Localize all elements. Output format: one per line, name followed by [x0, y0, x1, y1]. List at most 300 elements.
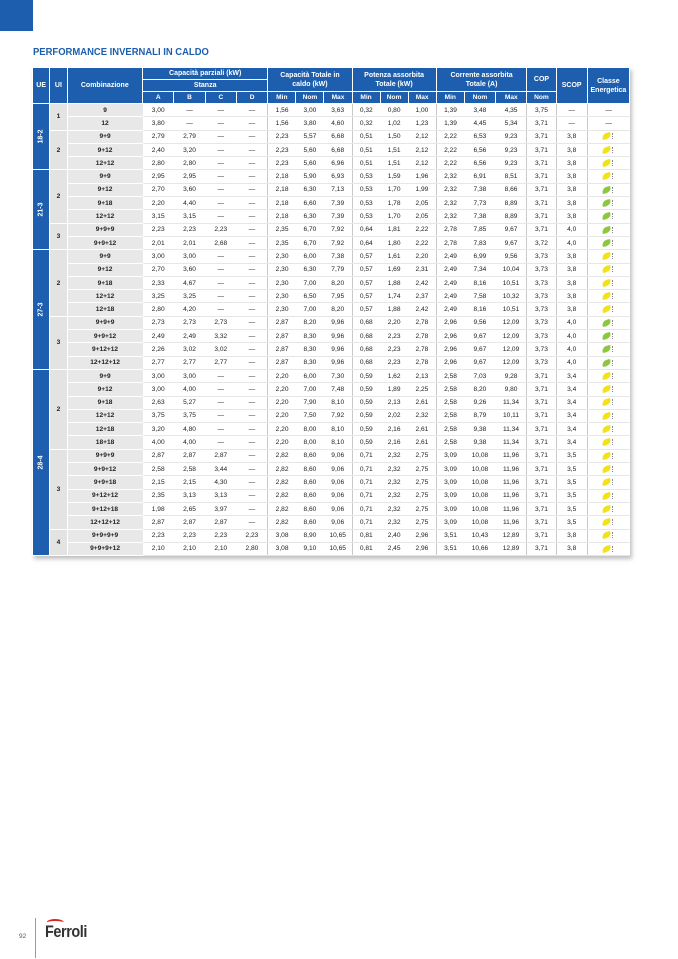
energy-class-cell: [587, 383, 629, 396]
combination-cell: 9+9+18: [67, 476, 143, 489]
value-cell: —: [205, 263, 236, 276]
value-cell: 6,50: [296, 290, 324, 303]
value-cell: 2,96: [436, 356, 464, 369]
value-cell: 2,75: [408, 516, 436, 529]
combination-cell: 12: [67, 117, 143, 130]
corner-accent: [0, 0, 33, 31]
value-cell: 3,71: [527, 396, 556, 409]
value-cell: 2,78: [408, 316, 436, 329]
value-cell: 0,57: [352, 303, 380, 316]
value-cell: 0,71: [352, 489, 380, 502]
energy-class-cell: [587, 476, 629, 489]
value-cell: 3,09: [436, 476, 464, 489]
value-cell: 2,45: [380, 542, 408, 555]
header-cap-nom: Nom: [296, 92, 324, 104]
value-cell: 5,60: [296, 157, 324, 170]
value-cell: 3,8: [556, 529, 587, 542]
header-pot-min: Min: [352, 92, 380, 104]
energy-class-cell: [587, 263, 629, 276]
value-cell: 0,51: [352, 130, 380, 143]
energy-class-cell: [587, 516, 629, 529]
energy-class-yellow-icon: [602, 252, 612, 260]
value-cell: 2,10: [174, 542, 205, 555]
table-row: [33, 104, 630, 117]
table-row: [33, 436, 630, 449]
value-cell: 7,00: [296, 383, 324, 396]
value-cell: 5,90: [296, 170, 324, 183]
value-cell: 3,80: [296, 117, 324, 130]
table-row: [33, 502, 630, 515]
value-cell: 2,10: [205, 542, 236, 555]
value-cell: 2,61: [408, 423, 436, 436]
value-cell: 7,92: [324, 409, 352, 422]
value-cell: —: [236, 157, 267, 170]
value-cell: —: [236, 303, 267, 316]
value-cell: 0,57: [352, 276, 380, 289]
value-cell: 2,20: [143, 197, 174, 210]
value-cell: 2,80: [143, 157, 174, 170]
value-cell: 3,71: [527, 489, 556, 502]
value-cell: 10,66: [464, 542, 495, 555]
value-cell: 6,70: [296, 223, 324, 236]
energy-class-yellow-icon: [602, 292, 612, 300]
value-cell: 3,4: [556, 369, 587, 382]
combination-cell: 12+12+12: [67, 356, 143, 369]
value-cell: 2,58: [436, 369, 464, 382]
value-cell: 3,5: [556, 489, 587, 502]
value-cell: 11,96: [496, 463, 527, 476]
value-cell: 3,63: [324, 104, 352, 117]
combination-cell: 9+9+9+12: [67, 542, 143, 555]
table-row: [33, 476, 630, 489]
header-capacita-totale: [268, 68, 352, 92]
header-classe-line2: Energetica: [590, 86, 627, 94]
table-row: [33, 383, 630, 396]
value-cell: 2,20: [268, 396, 296, 409]
value-cell: 2,58: [436, 396, 464, 409]
energy-class-green-icon: [602, 212, 612, 220]
value-cell: 1,56: [268, 104, 296, 117]
header-classe: [587, 68, 629, 104]
energy-class-green-icon: [602, 345, 612, 353]
value-cell: 2,32: [436, 170, 464, 183]
value-cell: 2,96: [408, 542, 436, 555]
value-cell: 2,61: [408, 396, 436, 409]
value-cell: 2,18: [268, 197, 296, 210]
ui-cell: 3: [50, 316, 67, 369]
value-cell: 3,51: [436, 529, 464, 542]
value-cell: 2,30: [268, 263, 296, 276]
value-cell: 8,10: [324, 436, 352, 449]
value-cell: 2,35: [268, 223, 296, 236]
ue-cell: [33, 104, 50, 170]
value-cell: 6,53: [464, 130, 495, 143]
value-cell: 8,60: [296, 516, 324, 529]
value-cell: —: [205, 210, 236, 223]
value-cell: 3,73: [527, 316, 556, 329]
value-cell: 0,57: [352, 290, 380, 303]
value-cell: 6,60: [296, 197, 324, 210]
value-cell: —: [236, 330, 267, 343]
value-cell: 1,98: [143, 502, 174, 515]
value-cell: 6,30: [296, 210, 324, 223]
value-cell: 2,58: [436, 436, 464, 449]
combination-cell: 9+9+9: [67, 449, 143, 462]
energy-class-dots-icon: [612, 200, 615, 206]
ue-cell: [33, 369, 50, 555]
page-title: PERFORMANCE INVERNALI IN CALDO: [33, 46, 209, 58]
combination-cell: 12+12: [67, 210, 143, 223]
value-cell: 8,66: [496, 183, 527, 196]
value-cell: 2,87: [174, 449, 205, 462]
value-cell: 12,89: [496, 529, 527, 542]
value-cell: 2,20: [380, 316, 408, 329]
value-cell: 2,05: [408, 197, 436, 210]
value-cell: 2,70: [143, 183, 174, 196]
value-cell: 2,40: [143, 143, 174, 156]
value-cell: 3,5: [556, 476, 587, 489]
table-row: [33, 449, 630, 462]
value-cell: 6,68: [324, 130, 352, 143]
value-cell: 9,56: [464, 316, 495, 329]
value-cell: 2,82: [268, 463, 296, 476]
value-cell: 2,80: [174, 157, 205, 170]
value-cell: 2,13: [408, 369, 436, 382]
value-cell: 3,8: [556, 290, 587, 303]
value-cell: 0,59: [352, 423, 380, 436]
combination-cell: 9+9: [67, 170, 143, 183]
value-cell: 0,57: [352, 250, 380, 263]
value-cell: 4,0: [556, 343, 587, 356]
value-cell: 3,71: [527, 183, 556, 196]
value-cell: 8,20: [464, 383, 495, 396]
energy-class-cell: [587, 396, 629, 409]
energy-class-cell: —: [587, 117, 629, 130]
value-cell: 4,0: [556, 356, 587, 369]
value-cell: 7,92: [324, 223, 352, 236]
table-row: [33, 157, 630, 170]
value-cell: 2,16: [380, 423, 408, 436]
value-cell: —: [205, 250, 236, 263]
value-cell: 2,75: [408, 502, 436, 515]
value-cell: 2,31: [408, 263, 436, 276]
value-cell: —: [236, 276, 267, 289]
header-cop-nom: Nom: [527, 92, 556, 104]
value-cell: 2,22: [436, 157, 464, 170]
value-cell: 8,89: [496, 197, 527, 210]
value-cell: 9,23: [496, 130, 527, 143]
value-cell: 2,75: [408, 489, 436, 502]
energy-class-dots-icon: [612, 360, 615, 366]
value-cell: 7,03: [464, 369, 495, 382]
value-cell: 3,75: [174, 409, 205, 422]
value-cell: 3,71: [527, 157, 556, 170]
value-cell: 6,96: [324, 157, 352, 170]
energy-class-cell: [587, 449, 629, 462]
value-cell: 2,23: [268, 157, 296, 170]
value-cell: 2,82: [268, 476, 296, 489]
value-cell: 0,71: [352, 463, 380, 476]
value-cell: 2,87: [174, 516, 205, 529]
value-cell: 3,8: [556, 130, 587, 143]
value-cell: 2,49: [436, 263, 464, 276]
energy-class-dots-icon: [612, 466, 615, 472]
value-cell: 7,39: [324, 210, 352, 223]
energy-class-dots-icon: [612, 160, 615, 166]
value-cell: 2,96: [436, 343, 464, 356]
energy-class-cell: [587, 436, 629, 449]
energy-class-cell: [587, 489, 629, 502]
header-corrente-assorbita: [436, 68, 527, 92]
value-cell: 4,20: [174, 303, 205, 316]
footer-divider: [35, 918, 36, 958]
energy-class-green-icon: [602, 186, 612, 194]
value-cell: 3,73: [527, 330, 556, 343]
value-cell: 2,61: [408, 436, 436, 449]
value-cell: 8,10: [324, 396, 352, 409]
value-cell: 0,53: [352, 197, 380, 210]
value-cell: 2,87: [143, 516, 174, 529]
energy-class-cell: [587, 343, 629, 356]
value-cell: 1,51: [380, 157, 408, 170]
value-cell: 7,73: [464, 197, 495, 210]
combination-cell: 12+12+12: [67, 516, 143, 529]
value-cell: 3,00: [296, 104, 324, 117]
energy-class-dots-icon: [612, 333, 615, 339]
value-cell: 9,56: [496, 250, 527, 263]
value-cell: 2,23: [174, 529, 205, 542]
value-cell: 2,58: [436, 423, 464, 436]
value-cell: 9,26: [464, 396, 495, 409]
value-cell: 2,79: [143, 130, 174, 143]
value-cell: 3,8: [556, 143, 587, 156]
header-cop: COP: [527, 68, 556, 92]
value-cell: 8,90: [296, 529, 324, 542]
energy-class-yellow-icon: [602, 279, 612, 287]
value-cell: 3,71: [527, 423, 556, 436]
value-cell: 1,61: [380, 250, 408, 263]
value-cell: —: [236, 223, 267, 236]
value-cell: —: [205, 143, 236, 156]
table-row: [33, 130, 630, 143]
value-cell: 2,95: [174, 170, 205, 183]
header-cor-max: Max: [496, 92, 527, 104]
value-cell: 9,96: [324, 330, 352, 343]
value-cell: 2,40: [380, 529, 408, 542]
value-cell: 2,49: [436, 250, 464, 263]
value-cell: —: [236, 343, 267, 356]
energy-class-green-icon: [602, 332, 612, 340]
value-cell: 3,08: [268, 529, 296, 542]
value-cell: 1,81: [380, 223, 408, 236]
value-cell: 1,39: [436, 117, 464, 130]
header-stanza: Stanza: [143, 80, 268, 92]
energy-class-dots-icon: [612, 426, 615, 432]
value-cell: 2,82: [268, 516, 296, 529]
value-cell: 3,73: [527, 263, 556, 276]
value-cell: 0,68: [352, 330, 380, 343]
performance-table: [32, 67, 630, 556]
header-capacita-totale-line2: caldo (kW): [292, 80, 328, 88]
value-cell: 3,71: [527, 117, 556, 130]
value-cell: 8,51: [496, 170, 527, 183]
value-cell: 1,50: [380, 130, 408, 143]
value-cell: —: [236, 130, 267, 143]
value-cell: 2,32: [408, 409, 436, 422]
value-cell: 3,71: [527, 369, 556, 382]
value-cell: 6,93: [324, 170, 352, 183]
value-cell: 2,82: [268, 449, 296, 462]
energy-class-yellow-icon: [602, 425, 612, 433]
value-cell: 2,12: [408, 157, 436, 170]
value-cell: 8,30: [296, 330, 324, 343]
value-cell: 3,00: [174, 250, 205, 263]
table-row: [33, 250, 630, 263]
combination-cell: 9+18: [67, 396, 143, 409]
value-cell: 7,85: [464, 223, 495, 236]
table-row: [33, 290, 630, 303]
energy-class-dots-icon: [612, 173, 615, 179]
value-cell: 2,22: [436, 130, 464, 143]
value-cell: 10,51: [496, 303, 527, 316]
value-cell: 3,25: [174, 290, 205, 303]
value-cell: 0,81: [352, 542, 380, 555]
value-cell: 3,71: [527, 223, 556, 236]
header-corrente-line1: Corrente assorbita: [450, 71, 513, 79]
value-cell: 2,75: [408, 476, 436, 489]
energy-class-green-icon: [602, 319, 612, 327]
value-cell: 3,00: [143, 369, 174, 382]
value-cell: 3,4: [556, 383, 587, 396]
energy-class-dots-icon: [612, 532, 615, 538]
value-cell: 2,73: [143, 316, 174, 329]
energy-class-cell: [587, 369, 629, 382]
value-cell: 2,42: [408, 303, 436, 316]
header-cap-max: Max: [324, 92, 352, 104]
value-cell: 3,71: [527, 516, 556, 529]
value-cell: 9,67: [496, 223, 527, 236]
value-cell: 3,60: [174, 263, 205, 276]
value-cell: 0,68: [352, 356, 380, 369]
energy-class-yellow-icon: [602, 132, 612, 140]
value-cell: 3,00: [174, 369, 205, 382]
value-cell: 2,78: [408, 330, 436, 343]
value-cell: 3,80: [143, 117, 174, 130]
value-cell: 2,32: [436, 210, 464, 223]
energy-class-dots-icon: [612, 213, 615, 219]
value-cell: 3,02: [205, 343, 236, 356]
value-cell: 0,71: [352, 449, 380, 462]
value-cell: 3,73: [527, 303, 556, 316]
value-cell: 7,38: [464, 183, 495, 196]
combination-cell: 9+9+9+9: [67, 529, 143, 542]
value-cell: 0,32: [352, 117, 380, 130]
value-cell: 3,32: [205, 330, 236, 343]
value-cell: 2,96: [436, 316, 464, 329]
value-cell: 12,09: [496, 316, 527, 329]
value-cell: 2,35: [268, 236, 296, 249]
value-cell: 2,15: [143, 476, 174, 489]
value-cell: 3,5: [556, 502, 587, 515]
combination-cell: 9+9+12: [67, 463, 143, 476]
energy-class-green-icon: [602, 358, 612, 366]
value-cell: 10,08: [464, 476, 495, 489]
value-cell: 5,60: [296, 143, 324, 156]
value-cell: 1,99: [408, 183, 436, 196]
combination-cell: 9+18: [67, 197, 143, 210]
energy-class-cell: [587, 143, 629, 156]
value-cell: 3,71: [527, 502, 556, 515]
energy-class-green-icon: [602, 239, 612, 247]
value-cell: —: [205, 130, 236, 143]
value-cell: —: [174, 117, 205, 130]
energy-class-dots-icon: [612, 399, 615, 405]
value-cell: 10,08: [464, 502, 495, 515]
combination-cell: 12+18: [67, 303, 143, 316]
energy-class-yellow-icon: [602, 398, 612, 406]
value-cell: 2,70: [143, 263, 174, 276]
value-cell: 3,71: [527, 210, 556, 223]
value-cell: 7,38: [324, 250, 352, 263]
value-cell: 11,96: [496, 502, 527, 515]
value-cell: 2,32: [436, 183, 464, 196]
value-cell: 8,00: [296, 423, 324, 436]
value-cell: —: [205, 276, 236, 289]
energy-class-dots-icon: [612, 306, 615, 312]
value-cell: —: [205, 290, 236, 303]
header-potenza-assorbita: [352, 68, 436, 92]
header-cap-min: Min: [268, 92, 296, 104]
value-cell: 3,71: [527, 170, 556, 183]
value-cell: 2,49: [143, 330, 174, 343]
value-cell: 11,34: [496, 396, 527, 409]
ferroli-logo: [45, 922, 87, 942]
value-cell: —: [236, 383, 267, 396]
combination-cell: 9+12: [67, 183, 143, 196]
value-cell: 7,39: [324, 197, 352, 210]
value-cell: 2,25: [408, 383, 436, 396]
value-cell: 2,32: [436, 197, 464, 210]
value-cell: —: [205, 170, 236, 183]
value-cell: 9,28: [496, 369, 527, 382]
value-cell: 3,15: [174, 210, 205, 223]
value-cell: 4,0: [556, 223, 587, 236]
value-cell: 12,89: [496, 542, 527, 555]
combination-cell: 9+9: [67, 130, 143, 143]
value-cell: 3,00: [143, 104, 174, 117]
value-cell: 8,89: [496, 210, 527, 223]
value-cell: 0,59: [352, 369, 380, 382]
value-cell: 8,20: [296, 316, 324, 329]
value-cell: —: [174, 104, 205, 117]
value-cell: 6,68: [324, 143, 352, 156]
value-cell: 2,82: [268, 502, 296, 515]
value-cell: 1,88: [380, 276, 408, 289]
value-cell: 3,08: [268, 542, 296, 555]
value-cell: 0,71: [352, 476, 380, 489]
value-cell: 6,30: [296, 263, 324, 276]
energy-class-cell: [587, 529, 629, 542]
value-cell: 9,67: [496, 236, 527, 249]
table-row: [33, 143, 630, 156]
value-cell: 10,08: [464, 449, 495, 462]
header-capacita-totale-line1: Capacità Totale in: [280, 71, 340, 79]
value-cell: 3,71: [527, 197, 556, 210]
header-ue: UE: [33, 68, 50, 104]
value-cell: 11,96: [496, 449, 527, 462]
ui-cell: 3: [50, 223, 67, 250]
value-cell: 1,62: [380, 369, 408, 382]
